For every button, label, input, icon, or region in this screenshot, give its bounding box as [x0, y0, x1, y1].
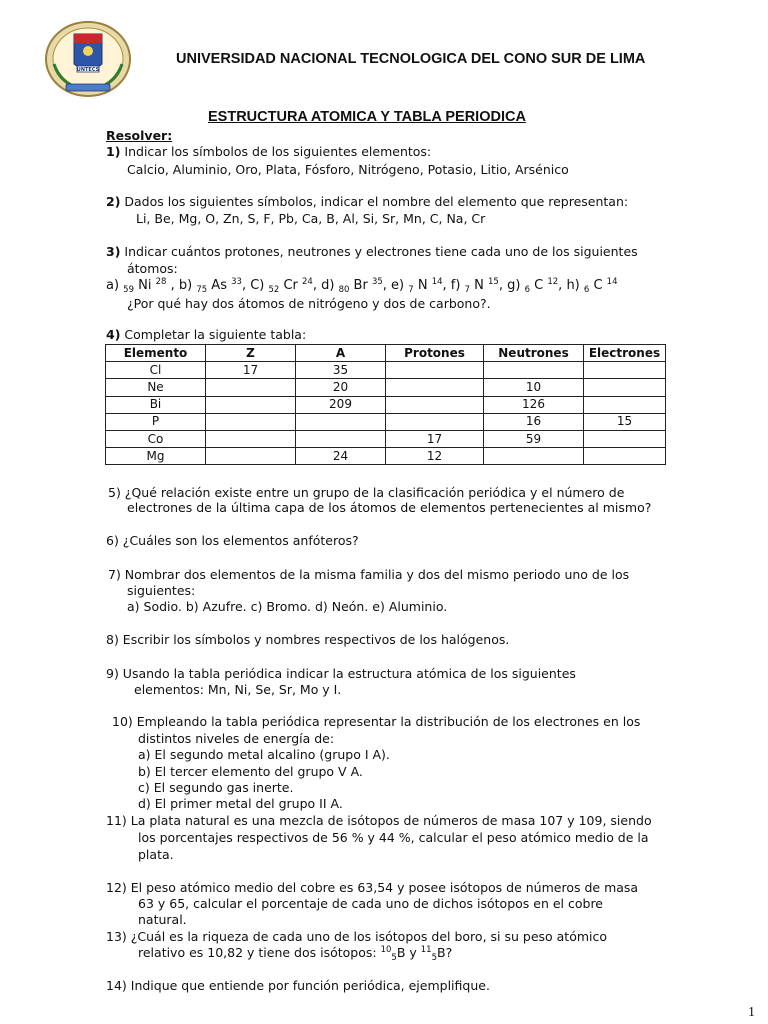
table-cell — [584, 430, 666, 447]
table-cell — [386, 396, 484, 413]
atom-notation: b) $_{75}$ As $^{33}$, — [178, 277, 251, 295]
table-cell — [206, 379, 296, 396]
table-row — [106, 430, 666, 447]
table-cell — [386, 362, 484, 379]
question-3-atoms — [106, 278, 618, 293]
question-3: 3) Indicar cuántos protones, neutrones y electrones tiene cada uno de los siguientes — [106, 244, 638, 259]
question-9: 9) Usando la tabla periódica indicar la estructura atómica de los siguientes — [106, 666, 576, 681]
university-name: UNIVERSIDAD NACIONAL TECNOLOGICA DEL CONO SUR DE LIMA — [176, 51, 646, 67]
table-header-cell: Electrones — [584, 345, 666, 362]
question-13-line2: relativo es 10,82 y tiene dos isótopos: $^{10}_5$B y $^{11}_5$B? — [138, 945, 453, 963]
question-10-item: a) El segundo metal alcalino (grupo I A). — [138, 747, 390, 762]
question-11-line2: los porcentajes respectivos de 56 % y 44 %, calcular el peso atómico medio de la — [138, 830, 649, 845]
question-10-item: d) El primer metal del grupo II A. — [138, 796, 343, 811]
question-12-line3: natural. — [138, 912, 187, 927]
resolver-label: Resolver: — [106, 128, 173, 143]
table-cell: Co — [106, 430, 206, 447]
table-header-cell: Neutrones — [484, 345, 584, 362]
table-cell: 209 — [296, 396, 386, 413]
table-row — [106, 396, 666, 413]
table-cell: 35 — [296, 362, 386, 379]
table-cell: P — [106, 413, 206, 430]
question-7-line3: a) Sodio. b) Azufre. c) Bromo. d) Neón. e) Aluminio. — [127, 599, 448, 614]
table-cell — [206, 448, 296, 465]
atom-notation: h) $_6$ C $^{14}$ — [566, 277, 618, 295]
table-cell: 10 — [484, 379, 584, 396]
table-row — [106, 379, 666, 396]
atom-notation: e) $_7$ N $^{14}$, — [391, 277, 451, 295]
atom-notation: g) $_6$ C $^{12}$, — [507, 277, 567, 295]
svg-text:UNTECS: UNTECS — [76, 67, 100, 73]
table-cell: 12 — [386, 448, 484, 465]
table-cell: 59 — [484, 430, 584, 447]
table-cell: 15 — [584, 413, 666, 430]
atom-notation: f) $_7$ N $^{15}$, — [450, 277, 508, 295]
table-cell — [296, 430, 386, 447]
table-cell — [386, 413, 484, 430]
atom-notation: d) $_{80}$ Br $^{35}$, — [321, 277, 392, 295]
table-cell — [584, 448, 666, 465]
question-10: 10) Empleando la tabla periódica representar la distribución de los electrones en los — [112, 714, 641, 729]
question-9-line2: elementos: Mn, Ni, Se, Sr, Mo y I. — [134, 682, 342, 697]
university-seal-logo — [44, 20, 132, 98]
table-row — [106, 413, 666, 430]
table-cell: 126 — [484, 396, 584, 413]
question-11: 11) La plata natural es una mezcla de isótopos de números de masa 107 y 109, siendo — [106, 813, 652, 828]
element-table — [105, 344, 666, 465]
question-3-line4: ¿Por qué hay dos átomos de nitrógeno y dos de carbono?. — [127, 296, 491, 311]
table-cell: Cl — [106, 362, 206, 379]
table-header-cell: Z — [206, 345, 296, 362]
table-cell: 20 — [296, 379, 386, 396]
table-cell: Bi — [106, 396, 206, 413]
question-7: 7) Nombrar dos elementos de la misma familia y dos del mismo periodo uno de los — [108, 567, 630, 582]
question-10-item: b) El tercer elemento del grupo V A. — [138, 764, 363, 779]
table-row — [106, 362, 666, 379]
question-2: 2) Dados los siguientes símbolos, indicar el nombre del elemento que representan: — [106, 194, 629, 209]
table-cell — [206, 430, 296, 447]
question-2-list: Li, Be, Mg, O, Zn, S, F, Pb, Ca, B, Al, Si, Sr, Mn, C, Na, Cr — [136, 211, 486, 226]
page-number: 1 — [748, 1005, 755, 1020]
document-title: ESTRUCTURA ATOMICA Y TABLA PERIODICA — [208, 109, 526, 125]
question-3-line2: átomos: — [127, 261, 178, 276]
question-6: 6) ¿Cuáles son los elementos anfóteros? — [106, 533, 359, 548]
question-11-line3: plata. — [138, 847, 174, 862]
table-cell — [206, 413, 296, 430]
table-header-row — [106, 345, 666, 362]
table-cell — [584, 396, 666, 413]
table-cell: Ne — [106, 379, 206, 396]
table-cell: 16 — [484, 413, 584, 430]
table-cell — [584, 379, 666, 396]
question-12-line2: 63 y 65, calcular el porcentaje de cada uno de dichos isótopos en el cobre — [138, 896, 603, 911]
atom-notation: a) $_{59}$ Ni $^{28}$ , — [106, 277, 179, 295]
question-10-line2: distintos niveles de energía de: — [138, 731, 335, 746]
question-1: 1) Indicar los símbolos de los siguientes elementos: — [106, 144, 432, 159]
atom-notation: C) $_{52}$ Cr $^{24}$, — [250, 277, 322, 295]
question-10-item: c) El segundo gas inerte. — [138, 780, 294, 795]
table-cell: Mg — [106, 448, 206, 465]
table-row — [106, 448, 666, 465]
table-cell — [484, 362, 584, 379]
question-1-list: Calcio, Aluminio, Oro, Plata, Fósforo, Nitrógeno, Potasio, Litio, Arsénico — [127, 162, 569, 177]
table-cell — [206, 396, 296, 413]
question-4: 4) Completar la siguiente tabla: — [106, 327, 307, 342]
table-cell: 17 — [386, 430, 484, 447]
table-header-cell: Protones — [386, 345, 484, 362]
table-cell — [484, 448, 584, 465]
table-header-cell: A — [296, 345, 386, 362]
table-cell — [386, 379, 484, 396]
question-5: 5) ¿Qué relación existe entre un grupo de la clasificación periódica y el número de — [108, 485, 625, 500]
question-14: 14) Indique que entiende por función periódica, ejemplifique. — [106, 978, 490, 993]
table-cell — [584, 362, 666, 379]
question-7-line2: siguientes: — [127, 583, 196, 598]
table-cell — [296, 413, 386, 430]
question-12: 12) El peso atómico medio del cobre es 63,54 y posee isótopos de números de masa — [106, 880, 639, 895]
question-13: 13) ¿Cuál es la riqueza de cada uno de los isótopos del boro, si su peso atómico — [106, 929, 608, 944]
table-cell: 24 — [296, 448, 386, 465]
question-8: 8) Escribir los símbolos y nombres respectivos de los halógenos. — [106, 632, 510, 647]
table-cell: 17 — [206, 362, 296, 379]
table-header-cell: Elemento — [106, 345, 206, 362]
question-5-line2: electrones de la última capa de los átomos de elementos pertenecientes al mismo? — [127, 500, 652, 515]
